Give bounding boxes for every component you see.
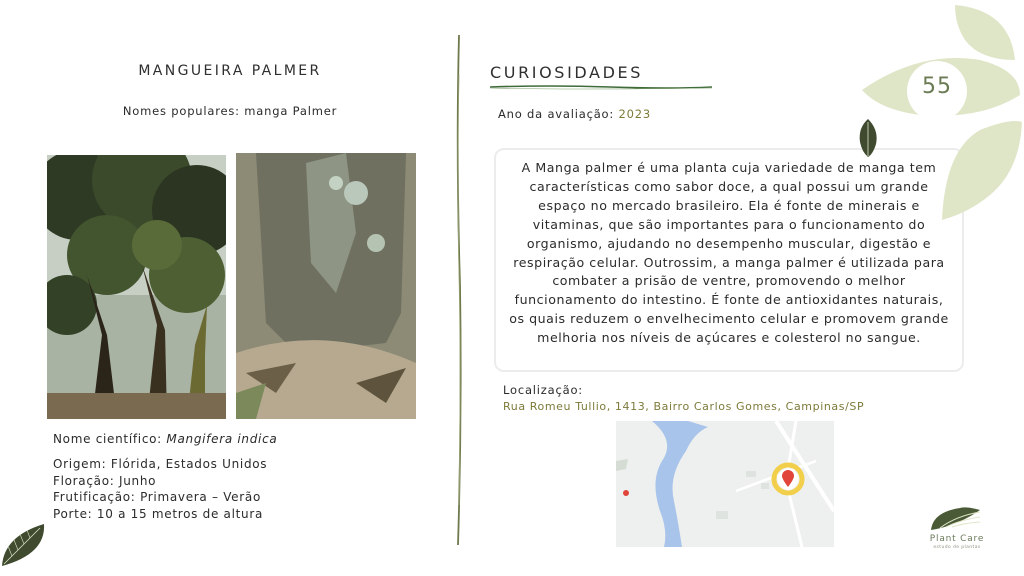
brand-tagline: estudo de plantas [933,545,981,550]
tree-trunk-photo [236,153,416,419]
page-number: 55 [922,74,952,99]
fact-flowering: Floração: Junho [53,473,157,488]
fact-fruiting: Frutificação: Primavera – Verão [53,490,261,505]
popular-names: Nomes populares: manga Palmer [122,104,338,118]
vertical-divider [452,35,466,545]
corner-leaf-icon [0,520,48,568]
tree-canopy-photo [47,155,226,419]
leaf-cluster-icon [860,0,1024,225]
fact-size: Porte: 10 a 15 metros de altura [53,506,264,521]
location-map [616,421,834,547]
brand-name: Plant Care [929,534,985,544]
scientific-name-label: Nome científico: [53,432,167,446]
scientific-name [53,432,277,446]
title-underline [490,84,712,90]
plant-facts [53,456,267,522]
curiosities-title: CURIOSIDADES [490,63,643,82]
evaluation-year-value: 2023 [618,107,651,121]
evaluation-year-label: Ano da avaliação: [498,107,619,121]
location-address: Rua Romeu Tullio, 1413, Bairro Carlos Gomes, Campinas/SP [503,400,865,413]
plant-title: MANGUEIRA PALMER [138,63,322,79]
scientific-name-value: Mangifera indica [166,432,278,446]
fact-origin: Origem: Flórida, Estados Unidos [53,457,268,471]
location-label: Localização: [503,383,583,397]
small-leaf-icon [857,118,879,158]
curiosities-text: A Manga palmer é uma planta cuja variedade de manga tem características como sabor doce, a qual possui um grande espaço no mercado brasileiro. Ela é fonte de minerais e vitaminas, que são importantes para o funcionamento do organismo, ajudando no desempenho muscular, digestão e respiração celular. Outrossim, a manga palmer é utilizada para combater a prisão de ventre, promovendo o melhor funcionamento do intestino. É fonte de antioxidantes naturais, os quais reduzem o envelhecimento celular e promovem grande melhoria nos níveis de açúcares e colesterol no sangue. [494,148,964,372]
evaluation-year [498,107,651,121]
